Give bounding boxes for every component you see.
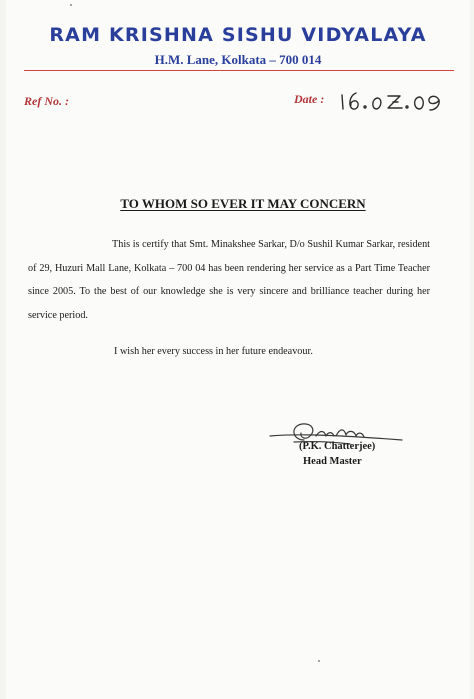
letter-body: This is certify that Smt. Minakshee Sarkar, D/o Sushil Kumar Sarkar, resident of 29, Huzuri Mall Lane, Kolkata – 700 04 has been rendering her service as a Part Time Teacher since 2005. To the best of our knowledge she is very sincere and brilliance teacher during her service period. <box>28 239 430 321</box>
letterhead-divider <box>24 70 454 71</box>
ref-no-label: Ref No. : <box>24 94 69 108</box>
signatory-title: Head Master <box>303 456 362 467</box>
school-name: RAM KRISHNA SISHU VIDYALAYA <box>49 24 427 46</box>
letter-heading: TO WHOM SO EVER IT MAY CONCERN <box>120 196 366 211</box>
signatory-name: (P.K. Chatterjee) <box>299 441 376 452</box>
paper-speck <box>70 4 72 6</box>
letter-closing-wish: I wish her every success in her future endeavour. <box>114 346 313 357</box>
paper-speck <box>318 660 320 662</box>
letter-page <box>6 0 470 699</box>
date-label: Date : <box>294 92 325 106</box>
handwritten-date <box>336 87 446 115</box>
school-address: H.M. Lane, Kolkata – 700 014 <box>154 52 322 67</box>
